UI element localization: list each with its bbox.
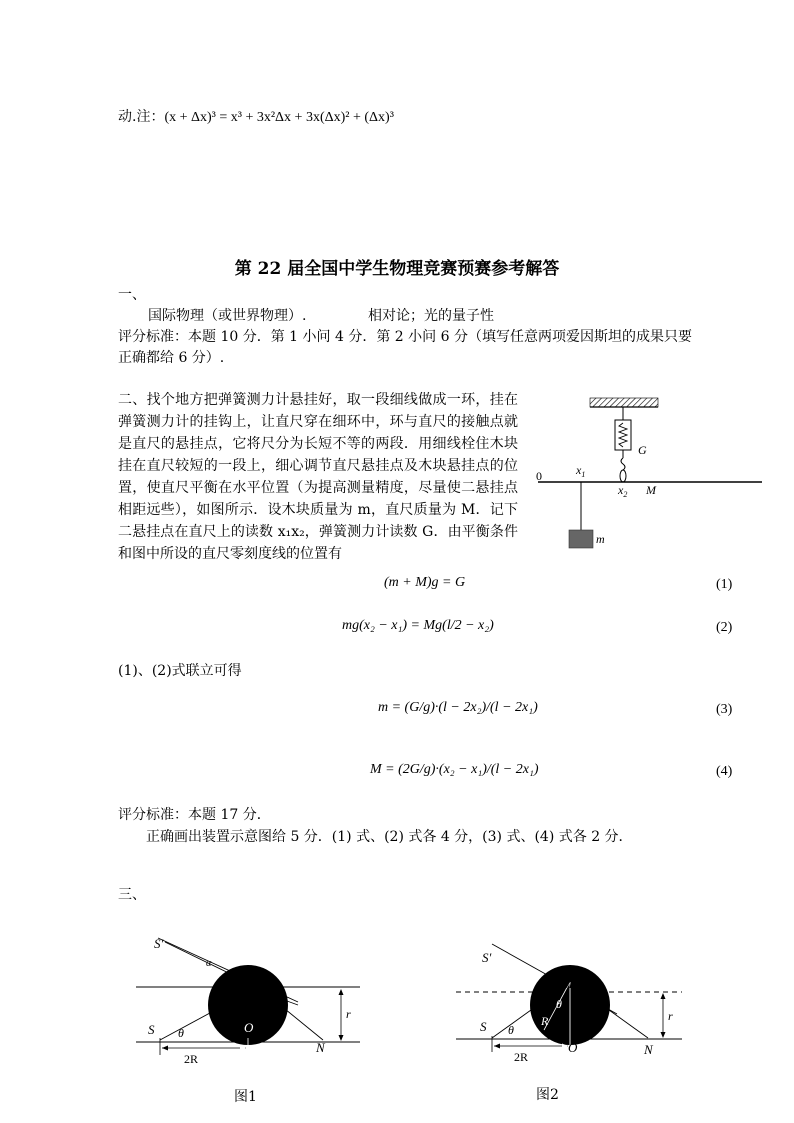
fig1-theta-label: θ <box>178 1026 184 1040</box>
ruler-zero-label: 0 <box>536 469 542 483</box>
x1-label: $x_1$ <box>576 463 586 479</box>
x2-label: $x_2$ <box>618 483 628 499</box>
balance-apparatus-figure <box>530 390 770 560</box>
section1-answer-a: 国际物理（或世界物理）. <box>148 308 307 324</box>
fig1-oprime-label: O′ <box>270 998 283 1013</box>
equation-4: M = (2G/g)·(x₂ − x₁)/(l − 2x₁) <box>370 762 539 777</box>
top-note-prefix: 动.注： <box>118 109 165 125</box>
fig2-r-arrowhead-top <box>661 993 666 999</box>
top-note <box>118 106 394 129</box>
fig1-m-label: M <box>260 971 271 986</box>
fig2-theta-label: θ <box>508 1023 514 1037</box>
equation-3: m = (G/g)·(l − 2x₂)/(l − 2x₁) <box>378 700 538 715</box>
top-note-formula: (x + Δx)³ = x³ + 3x²Δx + 3x(Δx)² + (Δx)³ <box>164 110 394 125</box>
fig1-s-label: S <box>148 1022 155 1037</box>
section1-scoring-line2: 正确都给 6 分）. <box>118 350 225 366</box>
string-loop <box>620 470 626 482</box>
page-title: 第 22 届全国中学生物理竞赛预赛参考解答 <box>234 259 560 279</box>
fig2-2r-label: 2R <box>514 1050 529 1064</box>
fig2-n-label: N <box>644 1042 653 1057</box>
equation-1: (m + M)g = G <box>384 575 466 590</box>
section3-heading: 三、 <box>118 887 146 903</box>
equation-3-number: (3) <box>716 702 733 717</box>
combine-text: (1)、(2)式联立可得 <box>118 663 242 679</box>
fig2-r-arrowhead-bottom <box>661 1032 666 1038</box>
section1-answer-b: 相对论；光的量子性 <box>368 308 494 324</box>
fig1-2r-arrowhead-right <box>240 1046 246 1051</box>
equation-2-number: (2) <box>716 620 733 635</box>
fig2-sprime-label: S′ <box>482 950 492 965</box>
equation-4-number: (4) <box>716 764 733 779</box>
fig1-2r-arrowhead-left <box>162 1046 168 1051</box>
fig1-alpha-label: α <box>206 958 212 969</box>
section2-scoring-line2: 正确画出装置示意图给 5 分．(1) 式、(2) 式各 4 分，(3) 式、(4) 式各 2 分． <box>146 829 633 845</box>
section1-heading: 一、 <box>118 287 146 303</box>
G-label: G <box>638 443 647 457</box>
fig1-r-arrowhead-bottom <box>339 1035 344 1041</box>
equation-2: mg(x₂ − x₁) = Mg(l/2 − x₂) <box>342 618 494 633</box>
fig2-r-radius-label: R <box>541 1014 549 1028</box>
m-label: m <box>596 532 605 546</box>
section2-scoring-line1: 评分标准：本题 17 分． <box>118 807 271 823</box>
figure-1 <box>128 930 378 1065</box>
M-label: M <box>646 483 656 497</box>
fig1-sprime-label: S′ <box>154 936 164 951</box>
fig2-o-label: O <box>568 1040 578 1055</box>
wood-block <box>569 530 593 548</box>
figure-2 <box>452 930 702 1065</box>
fig2-m-label: M <box>562 976 573 991</box>
spring-scale <box>615 420 631 450</box>
fig2-r-label: r <box>668 1009 673 1023</box>
fig2-2r-arrowhead-left <box>494 1044 500 1049</box>
equation-1-number: (1) <box>716 577 733 592</box>
figure-2-caption: 图2 <box>536 1087 559 1103</box>
fig1-2r-label: 2R <box>184 1052 199 1065</box>
ceiling-hatch <box>590 398 658 407</box>
fig1-o-label: O <box>244 1020 254 1035</box>
section2-text: 二、找个地方把弹簧测力计悬挂好，取一段细线做成一环，挂在弹簧测力计的挂钩上，让直尺穿在细环中，环与直尺的接触点就是直尺的悬挂点，它将尺分为长短不等的两段．用细线栓住木块挂在直尺较短的一段上，细心调节直尺悬挂点及木块悬挂点的位置，使直尺平衡在水平位置（为提高测量精度，尽量使二悬挂点相距远些），如图所示．设木块质量为 m，直尺质量为 M．记下二悬挂点在直尺上的读数 x₁x₂，弹簧测力计读数 G．由平衡条件和图中所设的直尺零刻度线的位置有 <box>118 392 518 562</box>
fig1-r-arrowhead-top <box>339 989 344 995</box>
fig2-theta-inner-label: θ <box>556 997 562 1011</box>
fig1-r-label: r <box>346 1007 351 1021</box>
fig1-n-label: N <box>316 1040 325 1055</box>
hook-curve <box>621 458 625 470</box>
figure-1-caption: 图1 <box>234 1089 257 1105</box>
fig2-s-label: S <box>480 1019 487 1034</box>
section1-scoring-line1: 评分标准：本题 10 分．第 1 小问 4 分．第 2 小问 6 分（填写任意两项爱因斯坦的成果只要 <box>118 329 692 345</box>
